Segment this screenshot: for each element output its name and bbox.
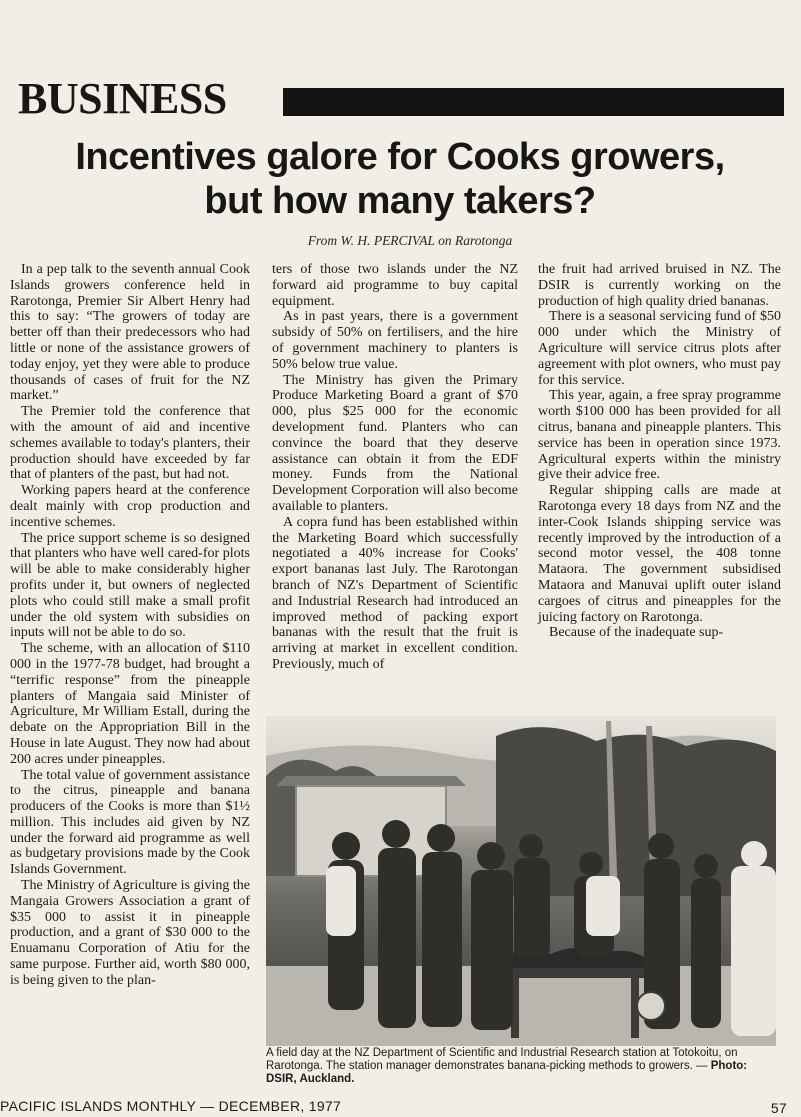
page-footer bbox=[0, 1098, 801, 1115]
article-photo bbox=[266, 716, 776, 1046]
paragraph: The Ministry of Agriculture is giving the Mangaia Growers Association a grant of $35 000 to assist it in pineapple production, and a grant of $30 000 to the Enuamanu Corporation of Atiu for the same purpose. Further aid, worth $80 000, is being given to the plan- bbox=[10, 878, 250, 988]
column-2 bbox=[272, 262, 518, 673]
paragraph: The total value of government assistance to the citrus, pineapple and banana producers of the Cooks is more than $1½ million. This includes aid given by NZ under the forward aid programme as well as budgetary provisions made by the Cook Islands Government. bbox=[10, 767, 250, 878]
headline-line-1: Incentives galore for Cooks growers, bbox=[75, 136, 725, 178]
paragraph: As in past years, there is a government subsidy of 50% on fertilisers, and the hire of government machinery to planters is 50% below true value. bbox=[272, 309, 518, 372]
paragraph: A copra fund has been established within the Marketing Board which successfully negotiated a 40% increase for Cooks' export bananas last July. The Rarotongan branch of NZ's Department of Scientific and Industrial Research had introduced an improved method of packing export bananas with the result that the fruit is arriving at market in excellent condition. Previously, much of bbox=[272, 514, 518, 672]
section-label: BUSINESS bbox=[18, 74, 227, 123]
paragraph: Regular shipping calls are made at Rarotonga every 18 days from NZ and the inter-Cook Islands shipping service was recently improved by the introduction of a second motor vessel, the 408 tonne Mataora. The government subsidised Mataora and Manuvai uplift outer island cargoes of citrus and pineapples for the juicing factory on Rarotonga. bbox=[538, 483, 781, 625]
paragraph: The price support scheme is so designed that planters who have well cared-for plots will be able to make considerably higher profits under it, but owners of neglected plots who could still make a small profit under the old system with subsidies on inputs will not be able to do so. bbox=[10, 530, 250, 641]
article-headline bbox=[30, 135, 770, 223]
section-rule bbox=[283, 88, 784, 116]
paragraph: This year, again, a free spray programme worth $100 000 has been provided for all citrus, banana and pineapple planters. This service has been in operation since 1973. Agricultural experts within the ministry give their advice free. bbox=[538, 388, 781, 483]
paragraph: Working papers heard at the conference dealt mainly with crop production and incentive schemes. bbox=[10, 483, 250, 530]
caption-text: A field day at the NZ Department of Scientific and Industrial Research station at Totokoitu, on Rarotonga. The station manager demonstrates banana-picking methods to growers. — bbox=[266, 1047, 738, 1072]
column-3 bbox=[538, 262, 781, 641]
paragraph: The Premier told the conference that with the amount of aid and incentive schemes available to today's planters, their production should have exceeded by far that of planters of the past, but had not. bbox=[10, 404, 250, 483]
column-1 bbox=[10, 262, 250, 989]
page-number: 57 bbox=[770, 1100, 787, 1116]
photo-caption bbox=[266, 1047, 776, 1086]
byline: From W. H. PERCIVAL on Rarotonga bbox=[307, 233, 513, 248]
section-header bbox=[18, 76, 784, 122]
paragraph: the fruit had arrived bruised in NZ. The DSIR is currently working on the production of high quality dried bananas. bbox=[538, 262, 781, 309]
headline-line-2: but how many takers? bbox=[204, 180, 596, 222]
caption-credit: Photo: DSIR, Auckland. bbox=[266, 1060, 748, 1085]
paragraph: The Ministry has given the Primary Produce Marketing Board a grant of $70 000, plus $25 000 for the economic development fund. Planters who can convince the board that they deserve assistance can obtain it from the EDF money. Funds from the National Development Corporation will also become available to planters. bbox=[272, 372, 518, 514]
paragraph: ters of those two islands under the NZ forward aid programme to buy capital equipment. bbox=[272, 262, 518, 309]
paragraph: Because of the inadequate sup- bbox=[549, 625, 724, 641]
publication-folio: PACIFIC ISLANDS MONTHLY — DECEMBER, 1977 bbox=[0, 1098, 342, 1114]
paragraph: There is a seasonal servicing fund of $50 000 under which the Ministry of Agriculture will service citrus plots after agreement with plot owners, who must pay for this service. bbox=[538, 309, 781, 388]
paragraph: The scheme, with an allocation of $110 000 in the 1977-78 budget, had brought a “terrific response” from the pineapple planters of Mangaia said Minister of Agriculture, Mr William Estall, during the debate on the Appropriation Bill in the House in late August. They now had about 200 acres under pineapples. bbox=[10, 641, 250, 767]
paragraph: In a pep talk to the seventh annual Cook Islands growers conference held in Rarotonga, Premier Sir Albert Henry had this to say: “The growers of today are better off than their predecessors who had little or none of the assistance growers of today enjoy, yet they were able to produce thousands of cases of fruit for the NZ market.” bbox=[10, 262, 250, 404]
